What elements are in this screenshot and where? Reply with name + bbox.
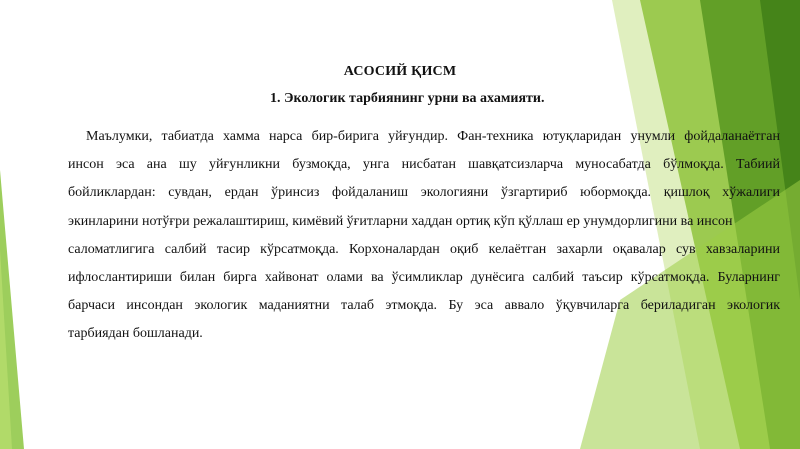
body-paragraph — [68, 123, 780, 349]
paragraph-line: тарбиядан бошланади. — [68, 326, 203, 342]
section-subtitle: 1. Экологик тарбиянинг урни ва ахамияти. — [270, 91, 545, 106]
section-title: АСОСИЙ ҚИСМ — [343, 64, 457, 79]
paragraph-line: экинларини нотўғри режалаштириш, кимёвий ўғитларни хаддан ортиқ кўп қўллаш ер унумдорлигини ва инсон — [68, 213, 733, 229]
paragraph-line: ифлослантириши билан бирга хайвонат олами ва ўсимликлар дунёсига салбий таъсир кўрсатмоқда. Буларнинг — [68, 270, 780, 286]
paragraph-line: инсон эса ана шу уйғунликни бузмоқда, унга нисбатан шавқатсизларча муносабатда бўлмоқда. Табиий — [68, 157, 780, 173]
paragraph-line: Маълумки, табиатда хамма нарса бир-бирига уйғундир. Фан-техника ютуқларидан унумли фойдаланаётган — [86, 129, 780, 144]
paragraph-line: бойликлардан: сувдан, ердан ўринсиз фойдаланиш экологияни ўзгартириб юбормоқда. қишлоқ хўжалиги — [68, 185, 780, 201]
paragraph-line: саломатлигига салбий тасир кўрсатмоқда. Корхоналардан оқиб келаётган захарли оқавалар сув хавзаларини — [68, 241, 780, 257]
paragraph-line: барчаси инсондан экологик маданиятни талаб этмоқда. Бу эса аввало ўқувчиларга бериладиган экологик — [68, 298, 780, 314]
